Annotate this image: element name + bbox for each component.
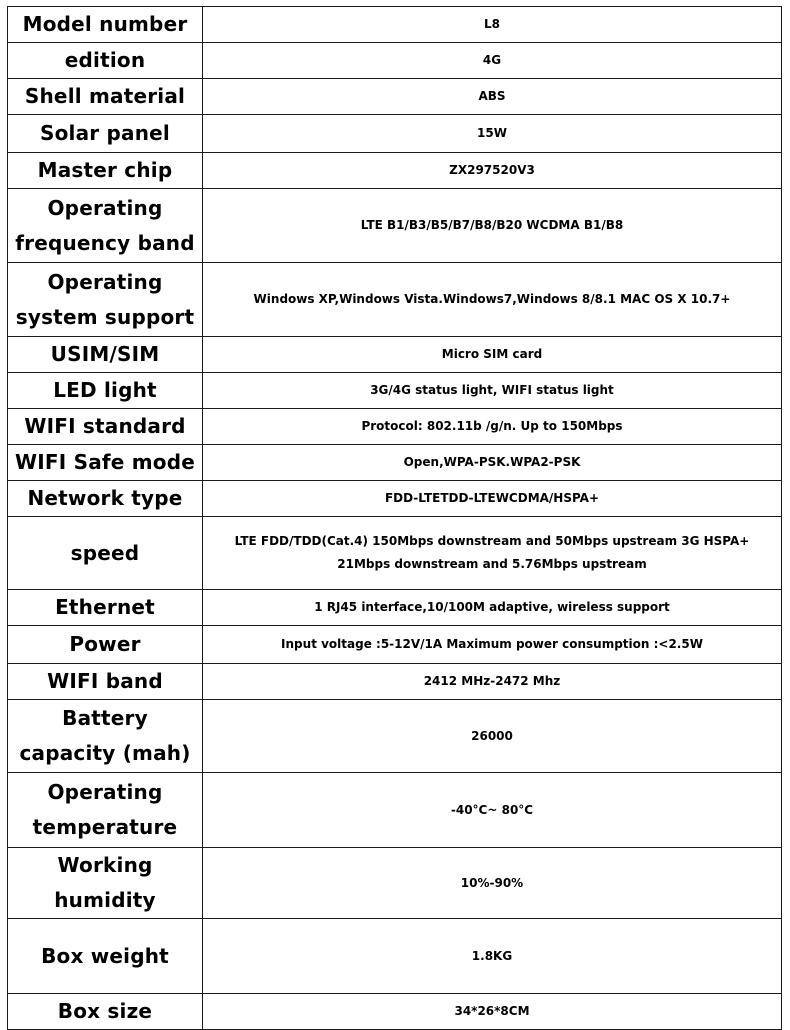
spec-value: ABS	[203, 79, 782, 115]
table-row	[8, 153, 782, 189]
spec-value: FDD-LTETDD-LTEWCDMA/HSPA+	[203, 481, 782, 517]
spec-value: Open,WPA-PSK.WPA2-PSK	[203, 445, 782, 481]
table-row	[8, 700, 782, 773]
spec-value: Windows XP,Windows Vista.Windows7,Windows 8/8.1 MAC OS X 10.7+	[203, 263, 782, 337]
spec-value: LTE FDD/TDD(Cat.4) 150Mbps downstream and 50Mbps upstream 3G HSPA+ 21Mbps downstream and 5.76Mbps upstream	[203, 517, 782, 590]
table-row	[8, 115, 782, 153]
spec-value: 4G	[203, 43, 782, 79]
table-row	[8, 590, 782, 626]
spec-label: WIFI standard	[8, 409, 203, 445]
spec-label: Solar panel	[8, 115, 203, 153]
spec-label: speed	[8, 517, 203, 590]
spec-table	[7, 6, 782, 1030]
spec-label: Battery capacity (mah)	[8, 700, 203, 773]
table-row	[8, 773, 782, 848]
spec-value: 1 RJ45 interface,10/100M adaptive, wireless support	[203, 590, 782, 626]
table-row	[8, 263, 782, 337]
spec-value: -40°C~ 80°C	[203, 773, 782, 848]
table-row	[8, 517, 782, 590]
table-row	[8, 43, 782, 79]
spec-value: Input voltage :5-12V/1A Maximum power consumption :<2.5W	[203, 626, 782, 664]
spec-value: 2412 MHz-2472 Mhz	[203, 664, 782, 700]
spec-value: 1.8KG	[203, 919, 782, 994]
spec-label: edition	[8, 43, 203, 79]
table-row	[8, 994, 782, 1030]
table-row	[8, 409, 782, 445]
spec-label: Working humidity	[8, 848, 203, 919]
spec-label: WIFI band	[8, 664, 203, 700]
spec-label: LED light	[8, 373, 203, 409]
spec-label: Master chip	[8, 153, 203, 189]
table-row	[8, 626, 782, 664]
table-row	[8, 337, 782, 373]
spec-value: LTE B1/B3/B5/B7/B8/B20 WCDMA B1/B8	[203, 189, 782, 263]
spec-value: ZX297520V3	[203, 153, 782, 189]
table-row	[8, 189, 782, 263]
spec-label: Power	[8, 626, 203, 664]
spec-label: Box weight	[8, 919, 203, 994]
table-row	[8, 373, 782, 409]
spec-value: 15W	[203, 115, 782, 153]
table-row	[8, 7, 782, 43]
spec-label: Shell material	[8, 79, 203, 115]
spec-label: Box size	[8, 994, 203, 1030]
table-row	[8, 481, 782, 517]
spec-value: L8	[203, 7, 782, 43]
spec-label: Operating temperature	[8, 773, 203, 848]
spec-label: Operating frequency band	[8, 189, 203, 263]
spec-label: Model number	[8, 7, 203, 43]
table-row	[8, 79, 782, 115]
table-row	[8, 919, 782, 994]
spec-value: 34*26*8CM	[203, 994, 782, 1030]
table-row	[8, 445, 782, 481]
spec-value: 26000	[203, 700, 782, 773]
spec-value: 3G/4G status light, WIFI status light	[203, 373, 782, 409]
spec-label: Network type	[8, 481, 203, 517]
spec-value: Micro SIM card	[203, 337, 782, 373]
spec-label: Operating system support	[8, 263, 203, 337]
table-row	[8, 664, 782, 700]
table-row	[8, 848, 782, 919]
spec-label: Ethernet	[8, 590, 203, 626]
spec-value: 10%-90%	[203, 848, 782, 919]
spec-label: USIM/SIM	[8, 337, 203, 373]
spec-value: Protocol: 802.11b /g/n. Up to 150Mbps	[203, 409, 782, 445]
spec-label: WIFI Safe mode	[8, 445, 203, 481]
